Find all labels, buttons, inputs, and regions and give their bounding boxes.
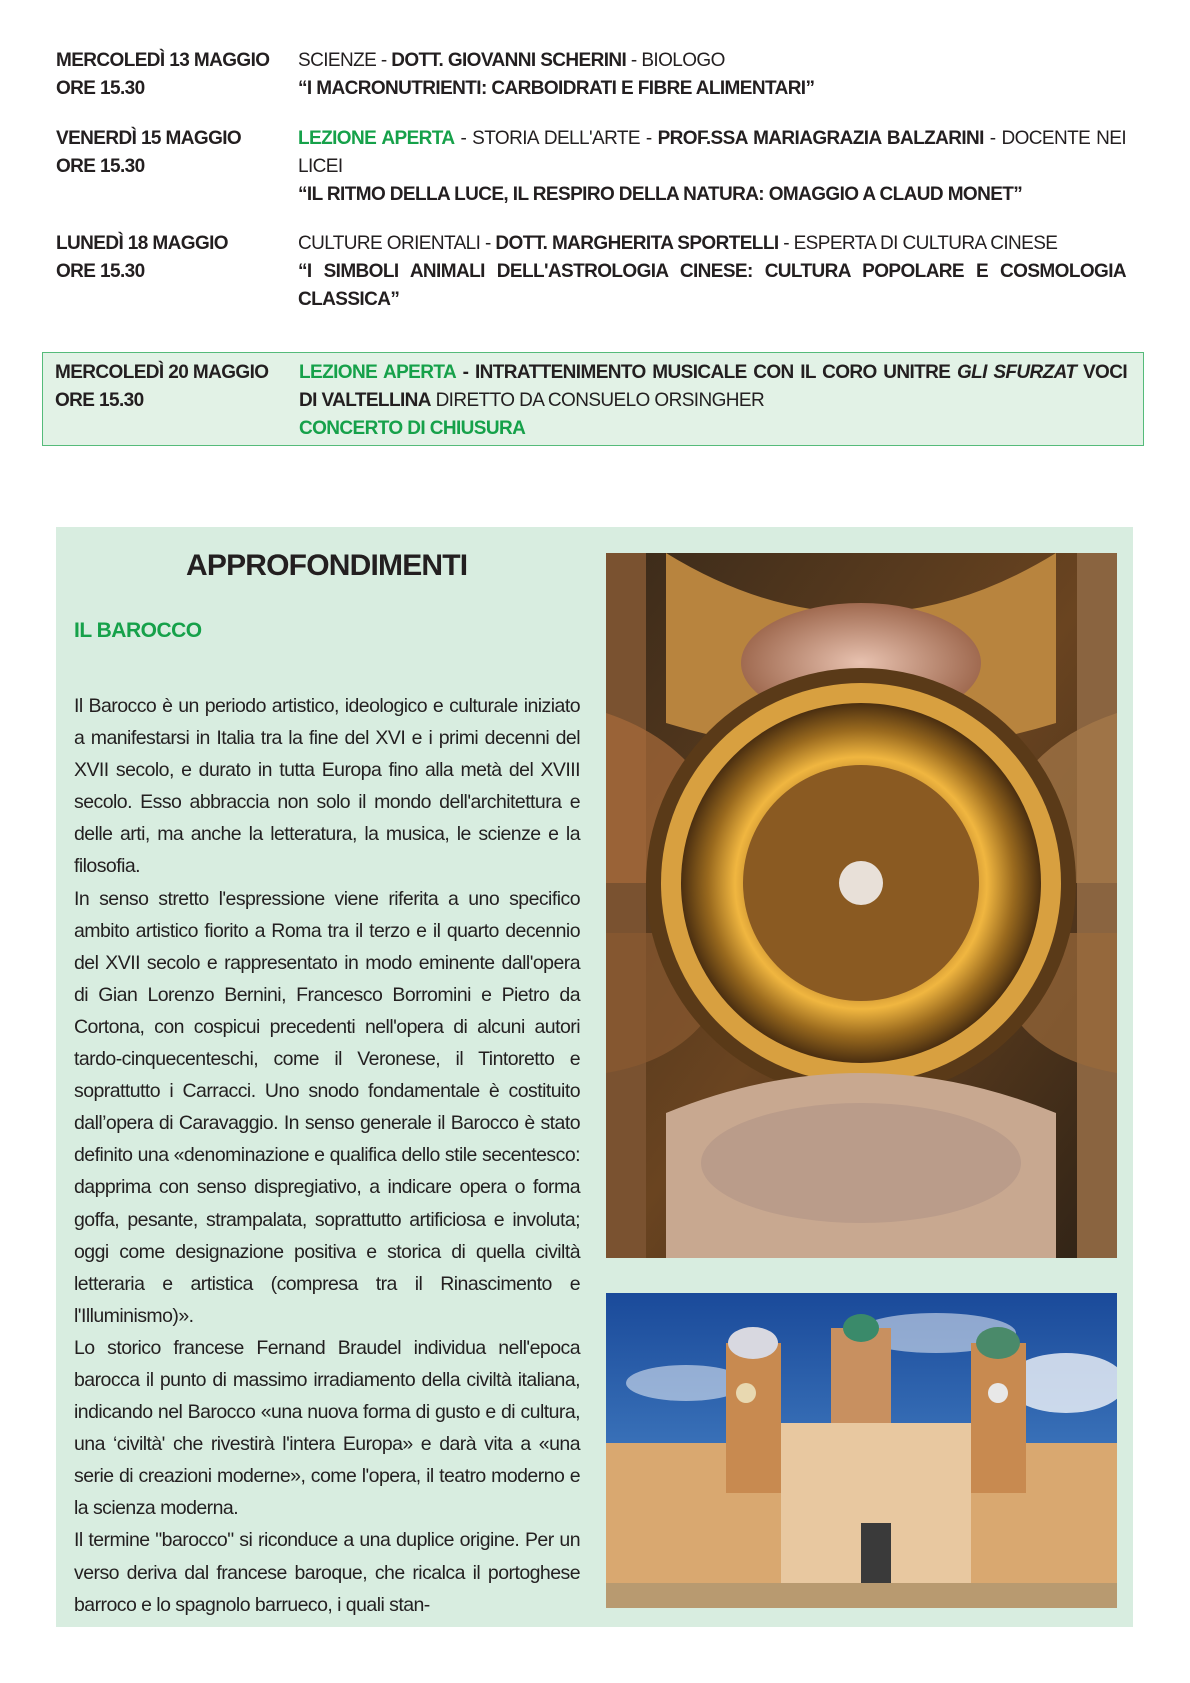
event-speaker-role: ESPERTA DI CULTURA CINESE [793,233,1058,254]
schedule-row-highlighted [42,352,1144,446]
event-subject: SCIENZE [298,50,377,71]
ceiling-fresco-photo [606,553,1117,1258]
event-time: ORE 15.30 [56,261,145,282]
event-date: MERCOLEDÌ 20 MAGGIO [55,362,269,383]
event-director: DIRETTO DA CONSUELO ORSINGHER [435,390,765,411]
event-subject: CULTURE ORIENTALI [298,233,481,254]
article-paragraph: Lo storico francese Fernand Braudel individua nell'epoca barocca il punto di massimo irradiamento della civiltà italiana, indicando nel Barocco «una nuova forma di gusto e di cultura, una ‘civiltà' che rivestirà l'intera Europa» e darà vita a «una serie di creazioni moderne», come l'opera, il teatro moderno e la scienza moderna. [74,1336,580,1520]
choir-name: GLI SFURZAT [956,362,1077,383]
event-date: VENERDÌ 15 MAGGIO [56,128,242,149]
schedule-description: LEZIONE APERTA - STORIA DELL'ARTE - PROF.SSA MARIAGRAZIA BALZARINI - DOCENTE NEI LICEI “IL RITMO DELLA LUCE, IL RESPIRO DELLA NATURA: OMAGGIO A CLAUD MONET” [298,125,1126,209]
panel-heading: APPROFONDIMENTI [186,549,468,582]
event-speaker-role: BIOLOGO [641,50,725,71]
schedule-row [42,230,1144,314]
event-speaker: DOTT. MARGHERITA SPORTELLI [495,233,779,254]
schedule-date-cell [42,230,298,314]
ceiling-fresco-image [606,553,1117,1258]
event-date: MERCOLEDÌ 13 MAGGIO [56,50,270,71]
event-time: ORE 15.30 [55,390,144,411]
basilica-facade-photo [606,1293,1117,1608]
event-description: INTRATTENIMENTO MUSICALE CON IL CORO UNITRE [474,362,951,383]
open-lesson-tag: LEZIONE APERTA [299,362,457,383]
schedule-date-cell [42,125,298,209]
event-date: LUNEDÌ 18 MAGGIO [56,233,228,254]
event-speaker: PROF.SSA MARIAGRAZIA BALZARINI [657,128,984,149]
article-body [74,690,580,1621]
schedule-description: SCIENZE - DOTT. GIOVANNI SCHERINI - BIOLOGO “I MACRONUTRIENTI: CARBOIDRATI E FIBRE ALIMENTARI” [298,47,1126,103]
open-lesson-tag: LEZIONE APERTA [298,128,455,149]
event-title: “I SIMBOLI ANIMALI DELL'ASTROLOGIA CINESE: CULTURA POPOLARE E COSMOLOGIA CLASSICA” [298,261,1126,310]
schedule-date-cell [42,47,298,103]
event-title: “IL RITMO DELLA LUCE, IL RESPIRO DELLA NATURA: OMAGGIO A CLAUD MONET” [298,184,1023,205]
approfondimenti-panel [56,527,1133,1627]
schedule-row [42,125,1144,209]
event-speaker: DOTT. GIOVANNI SCHERINI [391,50,627,71]
closing-concert-label: CONCERTO DI CHIUSURA [299,418,526,439]
schedule-row [42,47,1144,103]
event-speaker-role: DOCENTE NEI LICEI [298,128,1126,177]
event-description-cont: VOCI DI VALTELLINA [299,362,1128,411]
event-time: ORE 15.30 [56,156,145,177]
article-paragraph: Il Barocco è un periodo artistico, ideologico e culturale iniziato a manifestarsi in Italia tra la fine del XVI e i primi decenni del XVII secolo, e durato in tutta Europa fino alla metà del XVIII secolo. Esso abbraccia non solo il mondo dell'architettura e delle arti, ma anche la letteratura, la musica, le scienze e la filosofia. [74,695,580,878]
basilica-facade-image [606,1293,1117,1608]
article-paragraph: In senso stretto l'espressione viene riferita a uno specifico ambito artistico fiorito a Roma tra il terzo e il quarto decennio del XVII secolo e rappresentato in modo eminente dall'opera di Gian Lorenzo Bernini, Francesco Borromini e Pietro da Cortona, con cospicui precedenti nell'opera di alcuni autori tardo-cinquecenteschi, come il Veronese, il Tintoretto e soprattutto i Carracci. Uno snodo fondamentale è costituito dall’opera di Caravaggio. In senso generale il Barocco è stato definito una «denominazione e qualifica dello stile secentesco: dapprima con senso dispregiativo, a indicare opera o forma goffa, pesante, strampalata, soprattutto artificiosa e involuta; oggi come designazione positiva e storica di quella civiltà letteraria e artistica (compresa tra il Rinascimento e l'Illuminismo)». [74,887,580,1327]
schedule-date-cell [43,359,299,439]
event-time: ORE 15.30 [56,78,145,99]
article-paragraph: Il termine "barocco" si riconduce a una duplice origine. Per un verso deriva dal francese baroque, che ricalca il portoghese barroco e lo spagnolo barrueco, i quali stan- [74,1529,580,1616]
schedule-description: LEZIONE APERTA - INTRATTENIMENTO MUSICALE CON IL CORO UNITRE GLI SFURZAT VOCI DI VALTELLINA DIRETTO DA CONSUELO ORSINGHER CONCERTO DI CHIUSURA [299,359,1127,439]
event-title: “I MACRONUTRIENTI: CARBOIDRATI E FIBRE ALIMENTARI” [298,78,815,99]
schedule-description: CULTURE ORIENTALI - DOTT. MARGHERITA SPORTELLI - ESPERTA DI CULTURA CINESE “I SIMBOLI ANIMALI DELL'ASTROLOGIA CINESE: CULTURA POPOLARE E COSMOLOGIA CLASSICA” [298,230,1126,314]
section-title: IL BAROCCO [74,619,202,642]
event-subject: STORIA DELL'ARTE [472,128,640,149]
